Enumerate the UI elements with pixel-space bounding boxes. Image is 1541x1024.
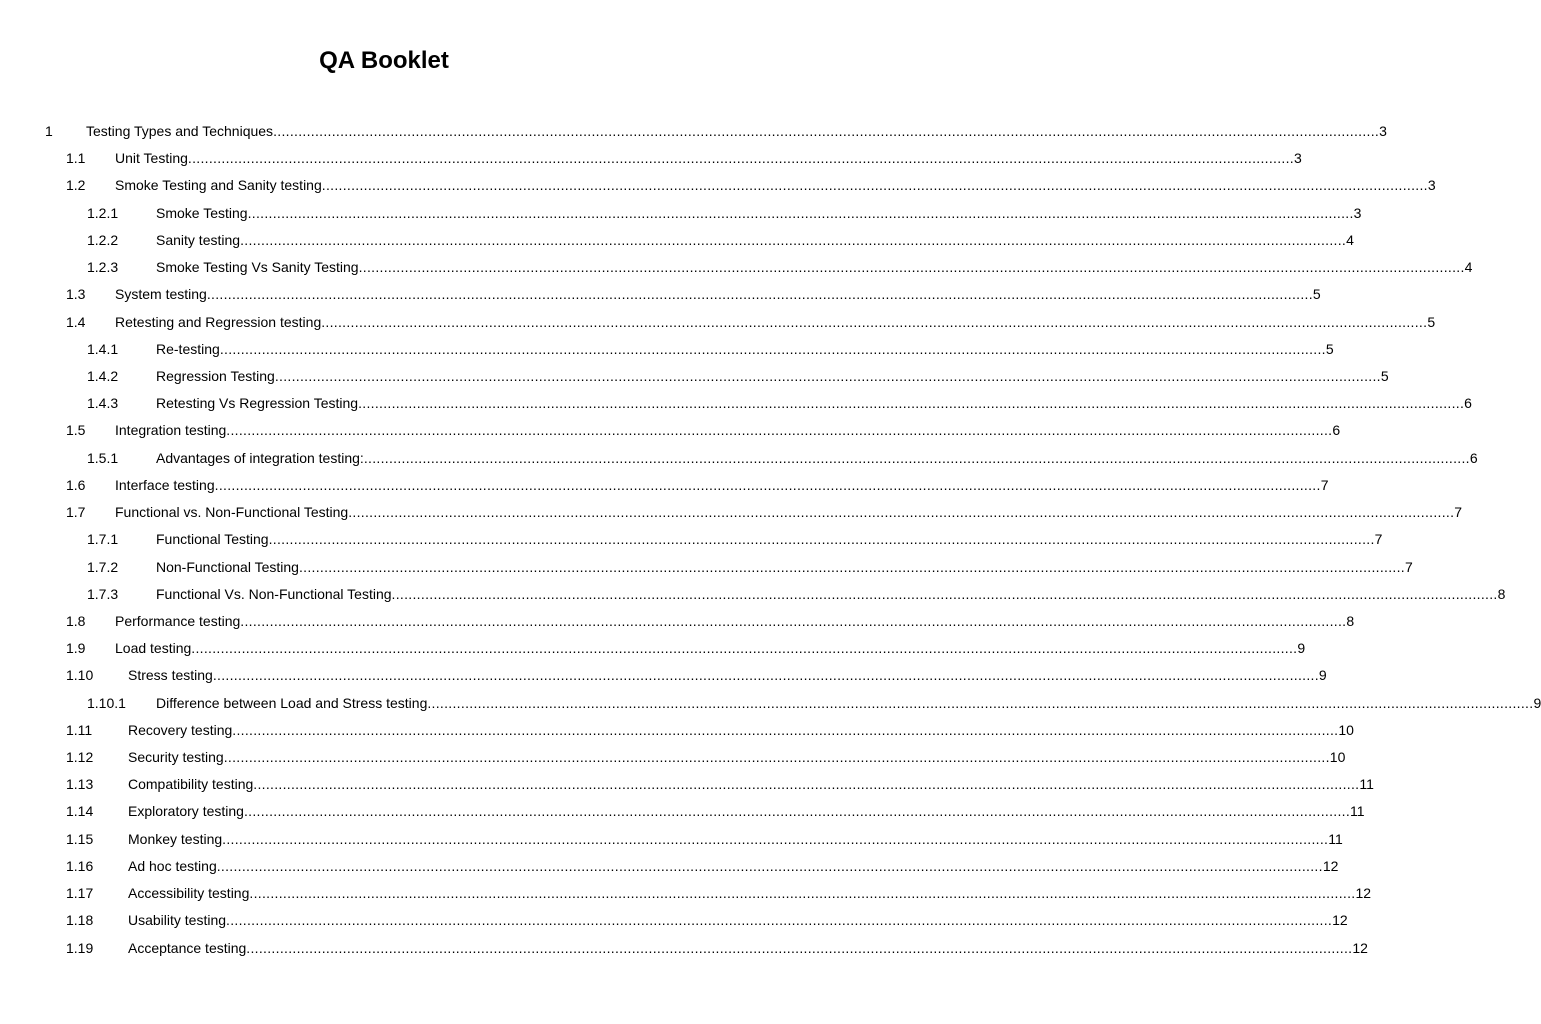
toc-entry-number: 1.2 bbox=[66, 177, 86, 194]
toc-entry-page: 5 bbox=[1312, 286, 1321, 303]
toc-entry-line bbox=[128, 662, 1327, 689]
toc-entry-1[interactable] bbox=[0, 118, 1387, 145]
toc-dot-leader: ........................................................................................................................................................................................................................................................................ bbox=[191, 640, 1298, 657]
toc-entry-page: 4 bbox=[1346, 231, 1354, 248]
toc-dot-leader: ........................................................................................................................................................................................................................................................................ bbox=[358, 395, 1465, 412]
toc-entry-label: Advantages of integration testing: bbox=[156, 449, 364, 466]
toc-entry-1-7-3[interactable] bbox=[0, 581, 1506, 608]
toc-entry-line bbox=[115, 499, 1463, 526]
toc-dot-leader: ........................................................................................................................................................................................................................................................................ bbox=[240, 231, 1347, 248]
toc-entry-label: Smoke Testing bbox=[156, 204, 248, 221]
toc-entry-1-12[interactable] bbox=[0, 744, 1346, 771]
toc-entry-1-4-3[interactable] bbox=[0, 390, 1472, 417]
toc-entry-page: 12 bbox=[1355, 885, 1372, 902]
toc-entry-label: System testing bbox=[115, 286, 207, 303]
toc-entry-1-11[interactable] bbox=[0, 717, 1354, 744]
toc-dot-leader: ........................................................................................................................................................................................................................................................................ bbox=[321, 177, 1428, 194]
toc-entry-label: Load testing bbox=[115, 640, 192, 657]
toc-entry-1-18[interactable] bbox=[0, 907, 1348, 934]
toc-entry-1-2-3[interactable] bbox=[0, 254, 1473, 281]
toc-entry-label: Interface testing bbox=[115, 476, 215, 493]
toc-entry-line bbox=[156, 554, 1413, 581]
toc-entry-page: 12 bbox=[1322, 857, 1339, 874]
toc-entry-line bbox=[156, 336, 1334, 363]
toc-entry-1-7[interactable] bbox=[0, 499, 1463, 526]
toc-entry-number: 1.4.3 bbox=[87, 395, 119, 412]
toc-dot-leader: ........................................................................................................................................................................................................................................................................ bbox=[427, 694, 1534, 711]
toc-entry-1-4-1[interactable] bbox=[0, 336, 1334, 363]
toc-entry-label: Integration testing bbox=[115, 422, 227, 439]
toc-dot-leader: ........................................................................................................................................................................................................................................................................ bbox=[223, 749, 1330, 766]
toc-dot-leader: ........................................................................................................................................................................................................................................................................ bbox=[247, 204, 1354, 221]
toc-entry-1-2-2[interactable] bbox=[0, 227, 1354, 254]
toc-dot-leader: ........................................................................................................................................................................................................................................................................ bbox=[391, 585, 1498, 602]
toc-entry-number: 1.1 bbox=[66, 150, 86, 167]
toc-entry-line bbox=[128, 717, 1354, 744]
toc-entry-line bbox=[128, 880, 1372, 907]
toc-dot-leader: ........................................................................................................................................................................................................................................................................ bbox=[363, 449, 1470, 466]
toc-dot-leader: ........................................................................................................................................................................................................................................................................ bbox=[219, 340, 1326, 357]
toc-entry-1-15[interactable] bbox=[0, 826, 1343, 853]
toc-entry-line bbox=[115, 309, 1436, 336]
toc-entry-number: 1.16 bbox=[66, 857, 94, 874]
toc-entry-line bbox=[128, 826, 1343, 853]
toc-entry-line bbox=[156, 254, 1473, 281]
toc-dot-leader: ........................................................................................................................................................................................................................................................................ bbox=[187, 150, 1294, 167]
toc-entry-1-17[interactable] bbox=[0, 880, 1372, 907]
toc-entry-1-19[interactable] bbox=[0, 935, 1368, 962]
toc-entry-number: 1.15 bbox=[66, 830, 94, 847]
toc-entry-1-3[interactable] bbox=[0, 281, 1321, 308]
toc-entry-label: Functional Testing bbox=[156, 531, 269, 548]
toc-entry-label: Acceptance testing bbox=[128, 939, 247, 956]
toc-entry-line bbox=[115, 281, 1321, 308]
toc-entry-label: Functional Vs. Non-Functional Testing bbox=[156, 585, 392, 602]
toc-entry-label: Usability testing bbox=[128, 912, 227, 929]
toc-dot-leader: ........................................................................................................................................................................................................................................................................ bbox=[321, 313, 1428, 330]
toc-entry-page: 8 bbox=[1497, 585, 1506, 602]
toc-dot-leader: ........................................................................................................................................................................................................................................................................ bbox=[226, 422, 1333, 439]
toc-entry-number: 1.4 bbox=[66, 313, 86, 330]
toc-entry-label: Stress testing bbox=[128, 667, 213, 684]
toc-entry-line bbox=[128, 853, 1339, 880]
toc-dot-leader: ........................................................................................................................................................................................................................................................................ bbox=[358, 259, 1465, 276]
toc-dot-leader: ........................................................................................................................................................................................................................................................................ bbox=[348, 504, 1455, 521]
toc-entry-number: 1.4.2 bbox=[87, 367, 119, 384]
toc-dot-leader: ........................................................................................................................................................................................................................................................................ bbox=[243, 803, 1351, 820]
toc-dot-leader: ........................................................................................................................................................................................................................................................................ bbox=[226, 912, 1333, 929]
toc-dot-leader: ........................................................................................................................................................................................................................................................................ bbox=[273, 123, 1380, 139]
toc-entry-page: 10 bbox=[1338, 721, 1354, 738]
toc-entry-label: Non-Functional Testing bbox=[156, 558, 299, 575]
toc-entry-page: 10 bbox=[1329, 749, 1346, 766]
toc-entry-number: 1.13 bbox=[66, 776, 94, 793]
toc-entry-number: 1.9 bbox=[66, 640, 86, 657]
table-of-contents bbox=[0, 118, 1541, 962]
toc-entry-page: 3 bbox=[1427, 177, 1436, 194]
toc-entry-page: 5 bbox=[1380, 367, 1389, 384]
toc-entry-page: 12 bbox=[1352, 939, 1368, 956]
toc-entry-page: 8 bbox=[1346, 612, 1355, 629]
toc-entry-label: Performance testing bbox=[115, 612, 241, 629]
toc-entry-label: Unit Testing bbox=[115, 150, 188, 167]
toc-dot-leader: ........................................................................................................................................................................................................................................................................ bbox=[222, 830, 1329, 847]
toc-entry-1-10[interactable] bbox=[0, 662, 1327, 689]
toc-entry-1-4-2[interactable] bbox=[0, 363, 1389, 390]
toc-dot-leader: ........................................................................................................................................................................................................................................................................ bbox=[240, 612, 1347, 629]
toc-entry-line bbox=[115, 635, 1306, 662]
toc-entry-number: 1.8 bbox=[66, 612, 86, 629]
toc-entry-page: 6 bbox=[1464, 395, 1472, 412]
toc-entry-1-16[interactable] bbox=[0, 853, 1339, 880]
toc-entry-label: Accessibility testing bbox=[128, 885, 250, 902]
toc-dot-leader: ........................................................................................................................................................................................................................................................................ bbox=[298, 558, 1406, 575]
toc-entry-page: 4 bbox=[1464, 259, 1473, 276]
toc-entry-page: 5 bbox=[1427, 313, 1436, 330]
toc-entry-1-7-1[interactable] bbox=[0, 526, 1383, 553]
toc-entry-page: 7 bbox=[1374, 531, 1383, 548]
toc-entry-line bbox=[156, 227, 1354, 254]
toc-entry-1-2[interactable] bbox=[0, 172, 1436, 199]
toc-entry-number: 1.7 bbox=[66, 504, 86, 521]
toc-entry-page: 11 bbox=[1359, 776, 1374, 793]
toc-entry-label: Retesting and Regression testing bbox=[115, 313, 322, 330]
toc-entry-page: 5 bbox=[1325, 340, 1334, 357]
toc-entry-number: 1.10 bbox=[66, 667, 94, 684]
toc-entry-line bbox=[115, 417, 1341, 444]
toc-entry-label: Security testing bbox=[128, 749, 224, 766]
toc-entry-page: 9 bbox=[1318, 667, 1327, 684]
toc-entry-page: 3 bbox=[1353, 204, 1362, 221]
toc-dot-leader: ........................................................................................................................................................................................................................................................................ bbox=[253, 776, 1360, 793]
toc-entry-number: 1.7.2 bbox=[87, 558, 119, 575]
toc-entry-label: Regression Testing bbox=[156, 367, 275, 384]
toc-entry-number: 1.7.1 bbox=[87, 531, 119, 548]
toc-entry-line bbox=[128, 744, 1346, 771]
toc-entry-number: 1 bbox=[45, 123, 53, 139]
toc-entry-number: 1.4.1 bbox=[87, 340, 119, 357]
toc-dot-leader: ........................................................................................................................................................................................................................................................................ bbox=[206, 286, 1313, 303]
toc-entry-label: Sanity testing bbox=[156, 231, 241, 248]
toc-entry-number: 1.5 bbox=[66, 422, 86, 439]
toc-entry-label: Compatibility testing bbox=[128, 776, 254, 793]
toc-entry-line bbox=[156, 581, 1506, 608]
toc-entry-number: 1.6 bbox=[66, 476, 86, 493]
toc-dot-leader: ........................................................................................................................................................................................................................................................................ bbox=[216, 857, 1323, 874]
toc-entry-line bbox=[128, 798, 1365, 825]
toc-entry-1-5-1[interactable] bbox=[0, 445, 1478, 472]
toc-entry-line bbox=[156, 390, 1472, 417]
toc-entry-number: 1.18 bbox=[66, 912, 94, 929]
toc-entry-label: Recovery testing bbox=[128, 721, 233, 738]
toc-entry-1-4[interactable] bbox=[0, 309, 1436, 336]
toc-entry-page: 3 bbox=[1293, 150, 1302, 167]
toc-entry-1-8[interactable] bbox=[0, 608, 1355, 635]
toc-entry-1-7-2[interactable] bbox=[0, 554, 1413, 581]
toc-dot-leader: ........................................................................................................................................................................................................................................................................ bbox=[212, 667, 1319, 684]
toc-entry-label: Smoke Testing Vs Sanity Testing bbox=[156, 259, 359, 276]
toc-entry-line bbox=[156, 690, 1541, 717]
toc-entry-number: 1.7.3 bbox=[87, 585, 119, 602]
toc-entry-line bbox=[128, 907, 1348, 934]
toc-entry-line bbox=[115, 145, 1302, 172]
toc-entry-page: 9 bbox=[1533, 694, 1541, 711]
toc-entry-label: Retesting Vs Regression Testing bbox=[156, 395, 359, 412]
toc-entry-number: 1.2.3 bbox=[87, 259, 119, 276]
toc-entry-1-5[interactable] bbox=[0, 417, 1341, 444]
toc-entry-label: Functional vs. Non-Functional Testing bbox=[115, 504, 349, 521]
toc-entry-line bbox=[86, 118, 1387, 145]
toc-dot-leader: ........................................................................................................................................................................................................................................................................ bbox=[246, 939, 1353, 956]
toc-entry-page: 12 bbox=[1332, 912, 1348, 929]
toc-entry-1-10-1[interactable] bbox=[0, 690, 1541, 717]
toc-dot-leader: ........................................................................................................................................................................................................................................................................ bbox=[274, 367, 1381, 384]
toc-entry-label: Ad hoc testing bbox=[128, 857, 217, 874]
toc-entry-line bbox=[115, 608, 1355, 635]
toc-entry-number: 1.19 bbox=[66, 939, 94, 956]
toc-entry-line bbox=[156, 445, 1478, 472]
toc-entry-label: Difference between Load and Stress testing bbox=[156, 694, 428, 711]
toc-entry-number: 1.2.1 bbox=[87, 204, 119, 221]
toc-entry-number: 1.12 bbox=[66, 749, 94, 766]
toc-entry-line bbox=[115, 472, 1329, 499]
toc-entry-number: 1.11 bbox=[66, 721, 93, 738]
toc-entry-label: Monkey testing bbox=[128, 830, 223, 847]
toc-entry-label: Exploratory testing bbox=[128, 803, 244, 820]
toc-entry-page: 7 bbox=[1454, 504, 1463, 521]
toc-entry-label: Smoke Testing and Sanity testing bbox=[115, 177, 322, 194]
toc-entry-page: 9 bbox=[1297, 640, 1306, 657]
toc-entry-number: 1.10.1 bbox=[87, 694, 126, 711]
toc-entry-number: 1.3 bbox=[66, 286, 86, 303]
toc-entry-number: 1.5.1 bbox=[87, 449, 119, 466]
toc-entry-page: 6 bbox=[1469, 449, 1478, 466]
toc-entry-line bbox=[156, 526, 1383, 553]
toc-entry-line bbox=[128, 771, 1374, 798]
toc-entry-1-13[interactable] bbox=[0, 771, 1374, 798]
toc-entry-label: Re-testing bbox=[156, 340, 220, 357]
toc-entry-line bbox=[156, 363, 1389, 390]
toc-entry-number: 1.17 bbox=[66, 885, 94, 902]
toc-entry-page: 11 bbox=[1328, 830, 1343, 847]
toc-entry-1-2-1[interactable] bbox=[0, 200, 1362, 227]
toc-entry-1-1[interactable] bbox=[0, 145, 1302, 172]
toc-dot-leader: ........................................................................................................................................................................................................................................................................ bbox=[214, 476, 1321, 493]
toc-dot-leader: ........................................................................................................................................................................................................................................................................ bbox=[232, 721, 1339, 738]
toc-entry-line bbox=[128, 935, 1368, 962]
toc-entry-number: 1.2.2 bbox=[87, 231, 119, 248]
document-title: QA Booklet bbox=[319, 47, 449, 74]
toc-entry-label: Testing Types and Techniques bbox=[86, 123, 274, 139]
toc-entry-line bbox=[156, 200, 1362, 227]
toc-entry-page: 7 bbox=[1320, 476, 1329, 493]
toc-entry-number: 1.14 bbox=[66, 803, 94, 820]
toc-dot-leader: ........................................................................................................................................................................................................................................................................ bbox=[268, 531, 1375, 548]
toc-entry-1-14[interactable] bbox=[0, 798, 1365, 825]
toc-dot-leader: ........................................................................................................................................................................................................................................................................ bbox=[249, 885, 1356, 902]
toc-entry-page: 11 bbox=[1350, 803, 1365, 820]
toc-entry-1-6[interactable] bbox=[0, 472, 1329, 499]
toc-entry-1-9[interactable] bbox=[0, 635, 1306, 662]
toc-entry-page: 7 bbox=[1405, 558, 1413, 575]
toc-entry-page: 3 bbox=[1379, 123, 1387, 139]
toc-entry-page: 6 bbox=[1332, 422, 1341, 439]
toc-entry-line bbox=[115, 172, 1436, 199]
